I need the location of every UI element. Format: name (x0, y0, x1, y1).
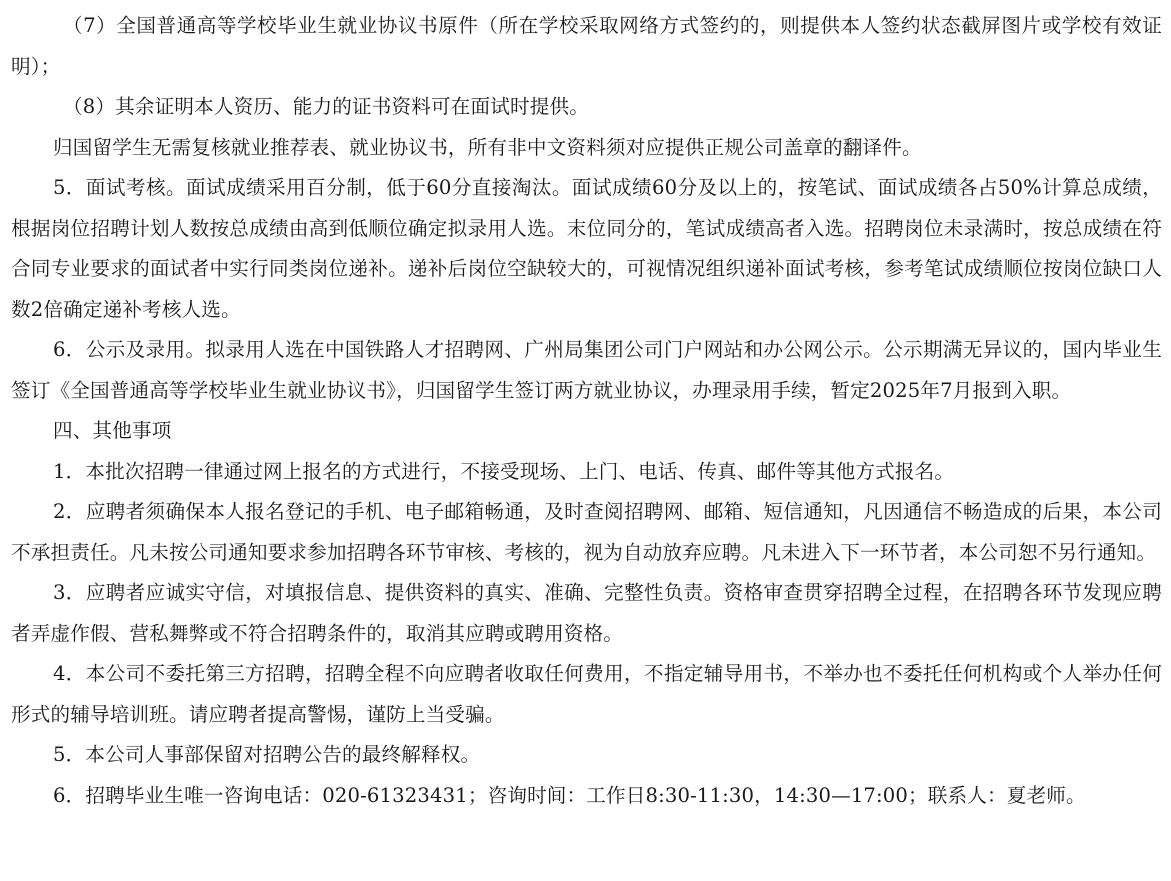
paragraph-interpretation: 5．本公司人事部保留对招聘公告的最终解释权。 (53, 743, 481, 766)
section-heading-other-matters: 四、其他事项 (53, 419, 172, 442)
paragraph-online-registration: 1．本批次招聘一律通过网上报名的方式进行，不接受现场、上门、电话、传真、邮件等其他方式报名。 (53, 459, 955, 483)
paragraph-publicity-hiring: 6．公示及录用。拟录用人选在中国铁路人才招聘网、广州局集团公司门户网站和办公网公示。公示期满无异议的，国内毕业生签订《全国普通高等学校毕业生就业协议书》，归国留学生签订两方就业协议，办理录用手续，暂定2025年7月报到入职。 (11, 338, 1162, 402)
paragraph-returnee-note: 归国留学生无需复核就业推荐表、就业协议书，所有非中文资料须对应提供正规公司盖章的翻译件。 (53, 135, 922, 159)
paragraph-interview: 5．面试考核。面试成绩采用百分制，低于60分直接淘汰。面试成绩60分及以上的，按笔试、面试成绩各占50%计算总成绩，根据岗位招聘计划人数按总成绩由高到低顺位确定拟录用人选。末位同分的，笔试成绩高者入选。招聘岗位未录满时，按总成绩在符合同专业要求的面试者中实行同类岗位递补。递补后岗位空缺较大的，可视情况组织递补面试考核，参考笔试成绩顺位按岗位缺口人数2倍确定递补考核人选。 (11, 176, 1162, 321)
paragraph-item-8: （8）其余证明本人资历、能力的证书资料可在面试时提供。 (63, 95, 589, 118)
paragraph-honesty: 3．应聘者应诚实守信，对填报信息、提供资料的真实、准确、完整性负责。资格审查贯穿招聘全过程，在招聘各环节发现应聘者弄虚作假、营私舞弊或不符合招聘条件的，取消其应聘或聘用资格。 (11, 581, 1162, 645)
paragraph-no-third-party: 4．本公司不委托第三方招聘，招聘全程不向应聘者收取任何费用，不指定辅导用书，不举办也不委托任何机构或个人举办任何形式的辅导培训班。请应聘者提高警惕，谨防上当受骗。 (11, 662, 1162, 726)
paragraph-item-7: （7）全国普通高等学校毕业生就业协议书原件（所在学校采取网络方式签约的，则提供本人签约状态截屏图片或学校有效证明）； (11, 14, 1162, 78)
paragraph-contact-responsibility: 2．应聘者须确保本人报名登记的手机、电子邮箱畅通，及时查阅招聘网、邮箱、短信通知，凡因通信不畅造成的后果，本公司不承担责任。凡未按公司通知要求参加招聘各环节审核、考核的，视为自动放弃应聘。凡未进入下一环节者，本公司恕不另行通知。 (11, 500, 1162, 564)
paragraph-consultation: 6．招聘毕业生唯一咨询电话：020-61323431；咨询时间：工作日8:30-11:30，14:30—17:00；联系人：夏老师。 (53, 783, 1086, 807)
